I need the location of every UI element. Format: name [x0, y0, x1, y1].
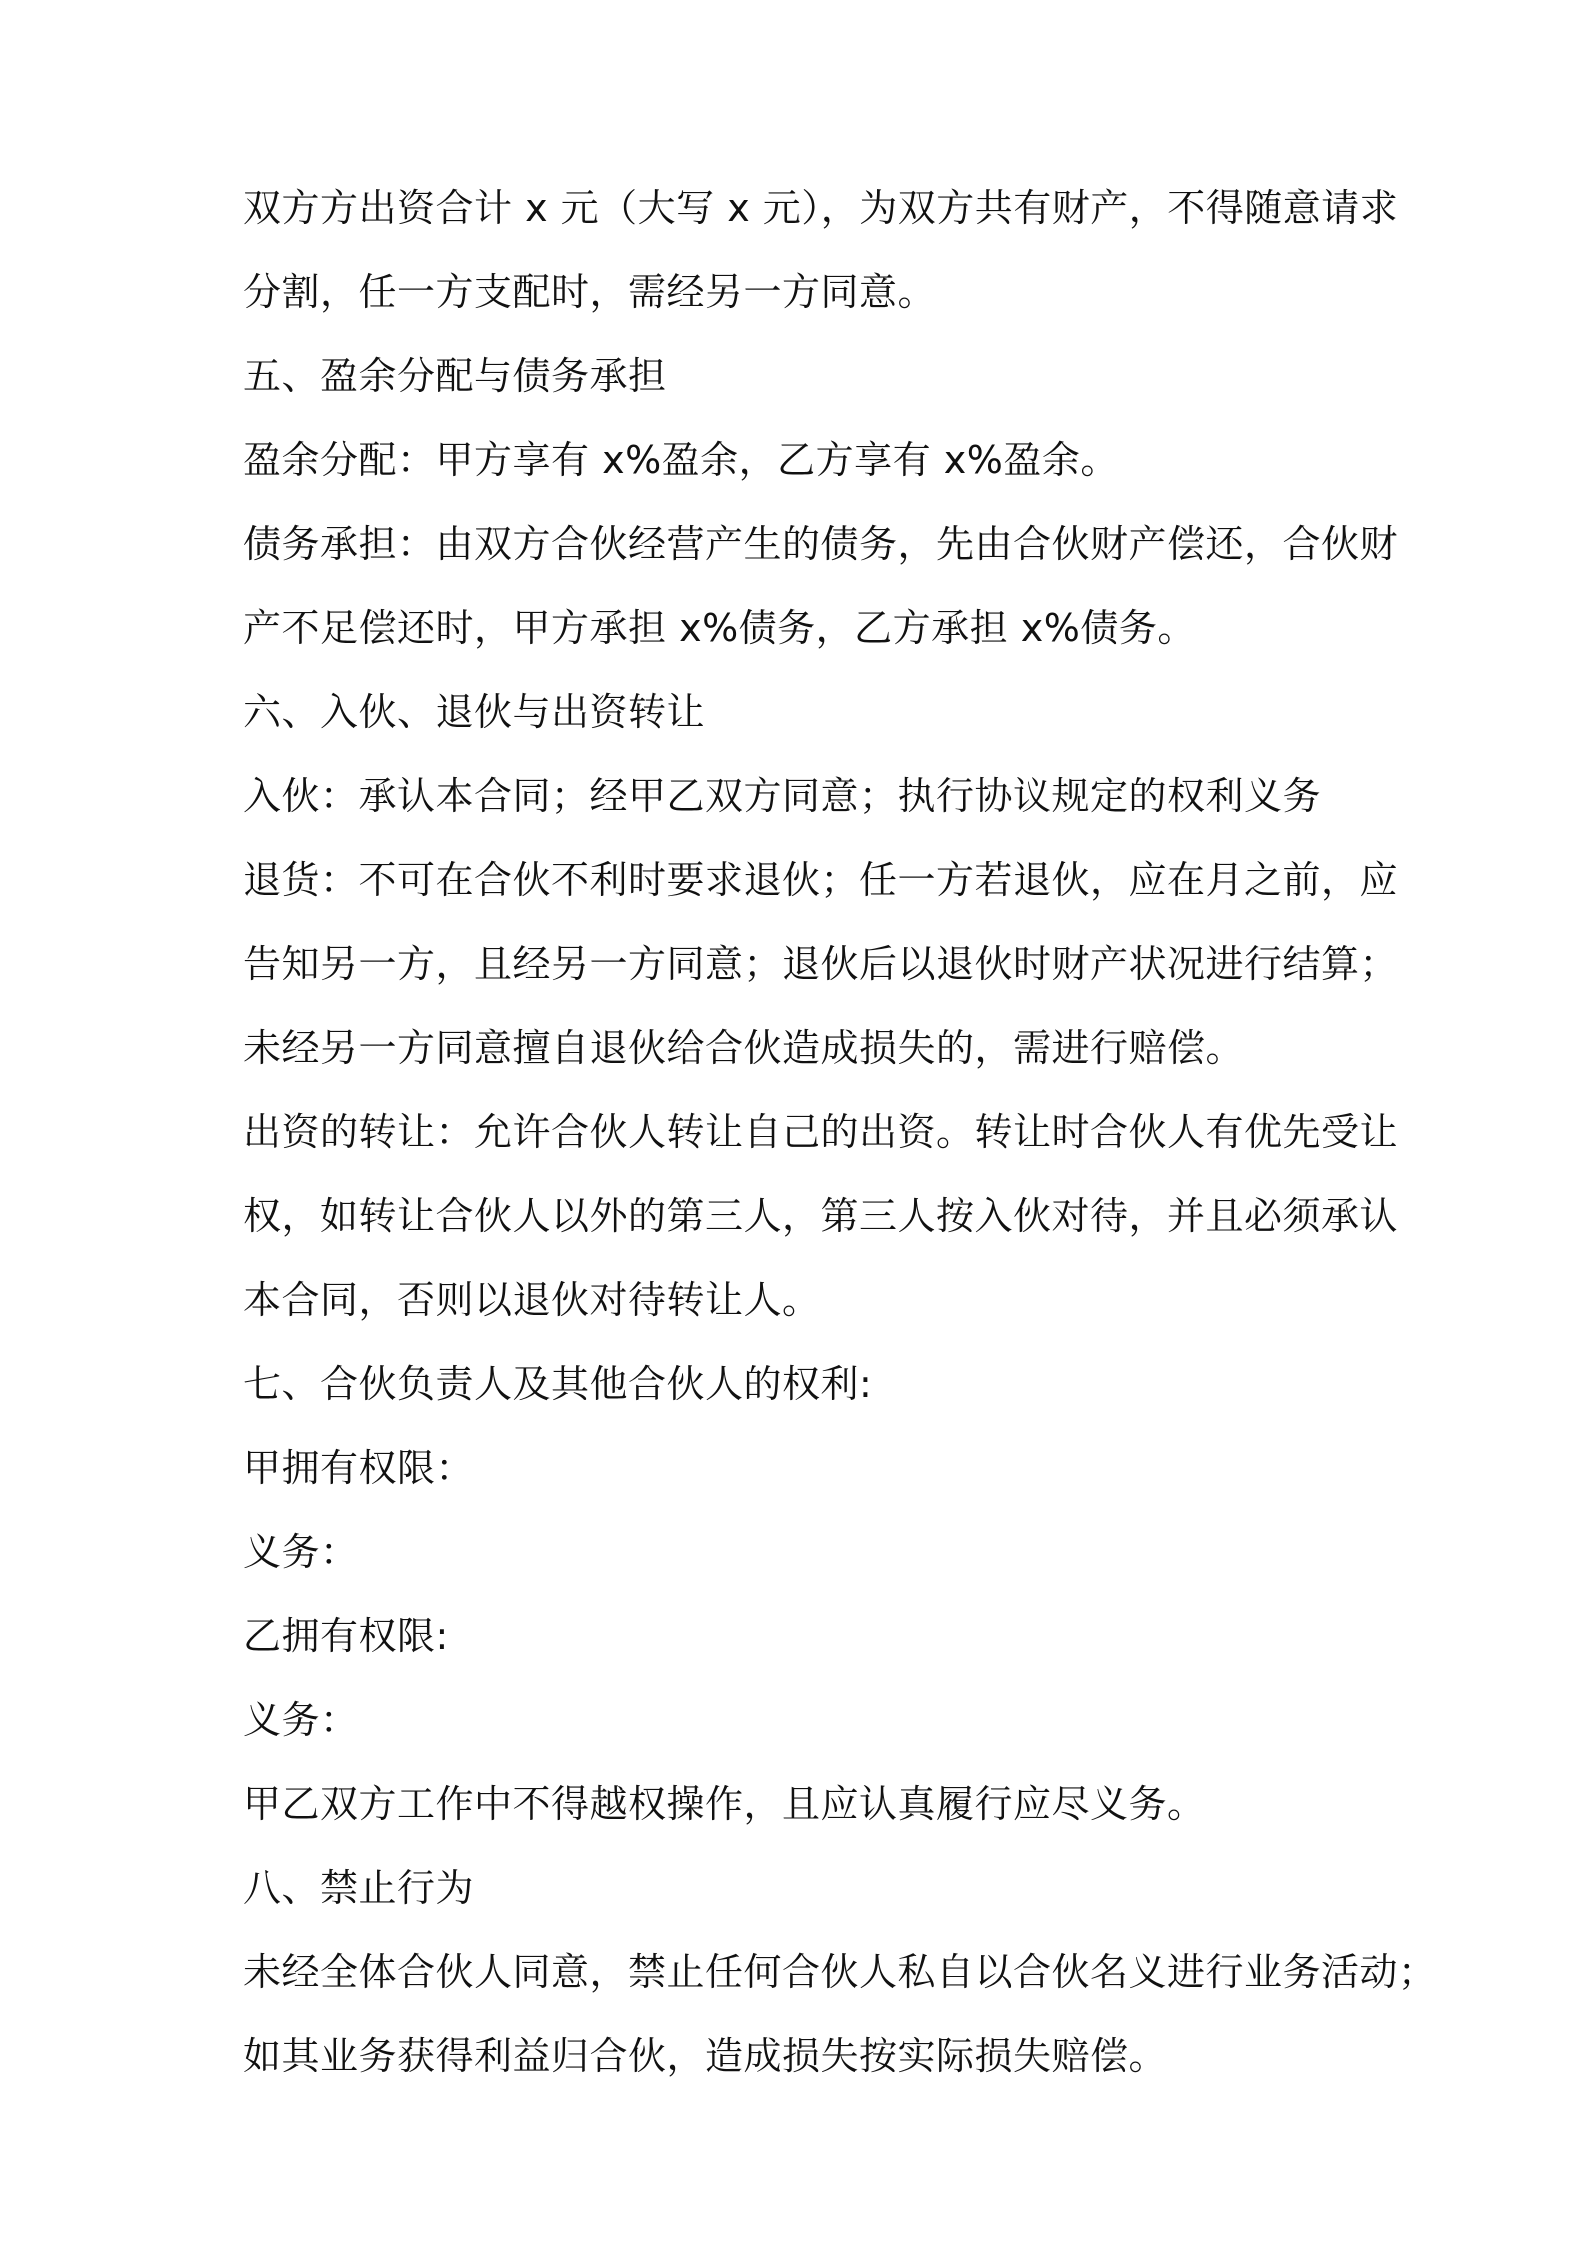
text-line: 退货：不可在合伙不利时要求退伙；任一方若退伙，应在月之前，应: [243, 858, 1399, 902]
text-line: 未经全体合伙人同意，禁止任何合伙人私自以合伙名义进行业务活动；: [243, 1950, 1437, 1994]
text-line: 分割，任一方支配时，需经另一方同意。: [243, 270, 937, 314]
text-line: 双方方出资合计 x 元（大写 x 元），为双方共有财产，不得随意请求: [243, 186, 1399, 230]
text-line: 出资的转让：允许合伙人转让自己的出资。转让时合伙人有优先受让: [243, 1110, 1399, 1154]
text-line: 甲乙双方工作中不得越权操作，且应认真履行应尽义务。: [243, 1782, 1206, 1826]
text-line: 告知另一方，且经另一方同意；退伙后以退伙时财产状况进行结算；: [243, 942, 1399, 986]
text-line: 未经另一方同意擅自退伙给合伙造成损失的，需进行赔偿。: [243, 1026, 1245, 1070]
section-heading: 六、入伙、退伙与出资转让: [243, 690, 706, 734]
document-page: [243, 166, 1437, 2098]
text-line: 产不足偿还时，甲方承担 x%债务，乙方承担 x%债务。: [243, 606, 1196, 650]
text-line: 入伙：承认本合同；经甲乙双方同意；执行协议规定的权利义务: [243, 774, 1322, 818]
text-line: 乙拥有权限:: [243, 1614, 449, 1658]
section-heading: 七、合伙负责人及其他合伙人的权利:: [243, 1362, 873, 1406]
text-line: 义务：: [243, 1698, 359, 1742]
section-heading: 八、禁止行为: [243, 1866, 475, 1910]
text-line: 本合同，否则以退伙对待转让人。: [243, 1278, 821, 1322]
section-heading: 五、盈余分配与债务承担: [243, 354, 667, 398]
text-line: 债务承担：由双方合伙经营产生的债务，先由合伙财产偿还，合伙财: [243, 522, 1399, 566]
text-line: 盈余分配：甲方享有 x%盈余，乙方享有 x%盈余。: [243, 438, 1119, 482]
text-line: 如其业务获得利益归合伙，造成损失按实际损失赔偿。: [243, 2034, 1168, 2078]
text-line: 权，如转让合伙人以外的第三人，第三人按入伙对待，并且必须承认: [243, 1194, 1399, 1238]
text-line: 甲拥有权限：: [243, 1446, 475, 1490]
text-line: 义务：: [243, 1530, 359, 1574]
